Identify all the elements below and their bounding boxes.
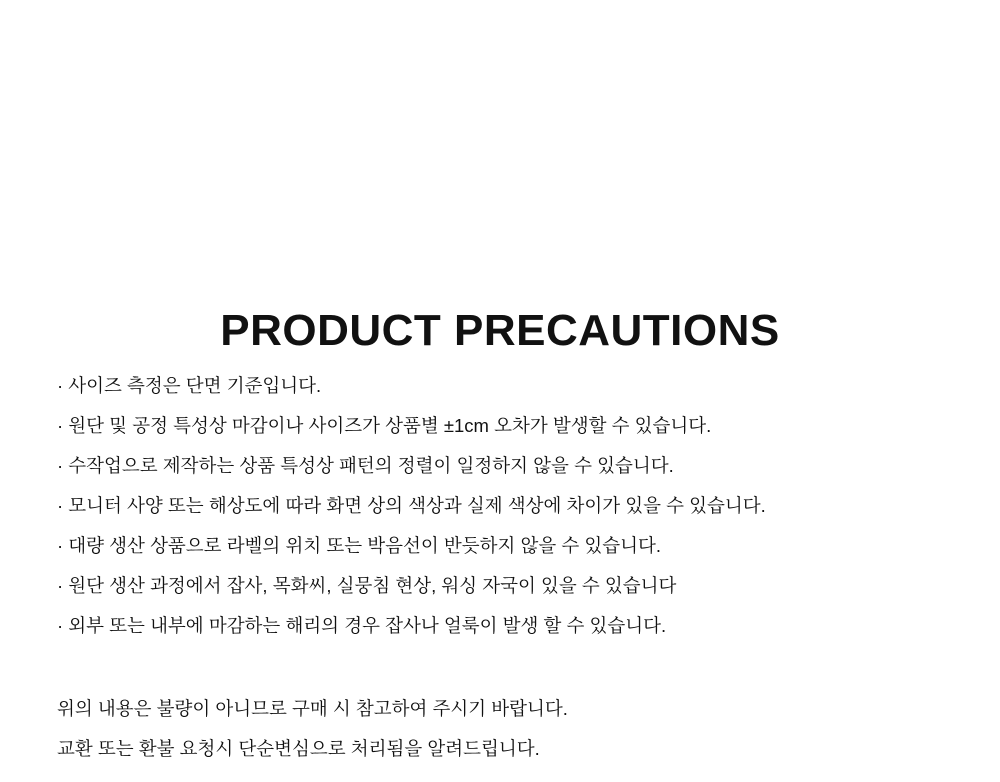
list-item: · 모니터 사양 또는 해상도에 따라 화면 상의 색상과 실제 색상에 차이가 있을 수 있습니다.: [57, 495, 766, 516]
list-item: · 대량 생산 상품으로 라벨의 위치 또는 박음선이 반듯하지 않을 수 있습니다.: [57, 535, 661, 556]
footer-note: 위의 내용은 불량이 아니므로 구매 시 참고하여 주시기 바랍니다.: [57, 698, 568, 719]
precautions-list: [57, 366, 957, 646]
page-title: PRODUCT PRECAUTIONS: [220, 306, 780, 356]
list-item: · 사이즈 측정은 단면 기준입니다.: [57, 375, 322, 396]
footer-note: 교환 또는 환불 요청시 단순변심으로 처리됨을 알려드립니다.: [57, 738, 540, 759]
footer-notes: [57, 689, 957, 769]
list-item: · 외부 또는 내부에 마감하는 해리의 경우 잡사나 얼룩이 발생 할 수 있습니다.: [57, 615, 667, 636]
list-item: · 원단 생산 과정에서 잡사, 목화씨, 실뭉침 현상, 워싱 자국이 있을 수 있습니다: [57, 575, 677, 596]
list-item: · 수작업으로 제작하는 상품 특성상 패턴의 정렬이 일정하지 않을 수 있습니다.: [57, 455, 674, 476]
list-item: · 원단 및 공정 특성상 마감이나 사이즈가 상품별 ±1cm 오차가 발생할 수 있습니다.: [57, 415, 712, 436]
